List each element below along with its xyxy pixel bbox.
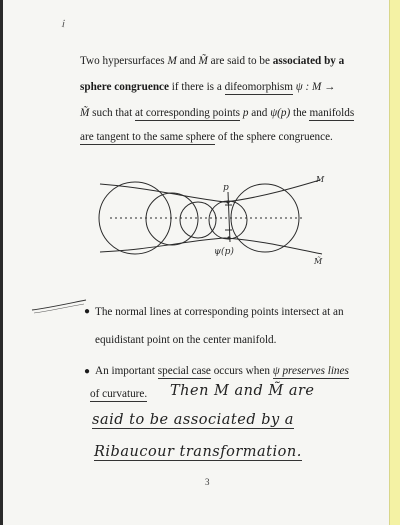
- bullet-dot: ●: [84, 366, 91, 377]
- handwritten-line2: [92, 412, 294, 428]
- underlined-term: ψ preserves lines: [272, 365, 349, 377]
- paragraph1-line2: [80, 80, 335, 94]
- text: are said to be: [207, 55, 273, 67]
- underlined-term: at corresponding points: [135, 107, 241, 119]
- math-p: p: [240, 107, 249, 119]
- underlined-term: difeomorphism: [224, 81, 293, 93]
- point-psi-dot: [227, 236, 230, 239]
- handwritten-text: Ribaucour transformation.: [94, 444, 302, 460]
- paragraph1-line1: [80, 54, 344, 68]
- math-map: ψ : M →: [292, 81, 336, 93]
- text: if there is a: [168, 81, 225, 93]
- sphere-4: [209, 201, 247, 239]
- bold-term: sphere congruence: [80, 81, 169, 93]
- underlined-term: special case: [157, 365, 211, 377]
- label-psi-p: ψ(p): [214, 247, 234, 257]
- label-M: M: [316, 175, 325, 184]
- paragraph1-line3: [80, 106, 354, 120]
- bullet1-line1: The normal lines at corresponding points intersect at an: [95, 306, 344, 318]
- bullet2-line1: [95, 364, 349, 378]
- bullet1-line2: equidistant point on the center manifold.: [95, 334, 277, 346]
- normal-line: [228, 192, 230, 242]
- math-M: M: [167, 55, 177, 67]
- math-M-tilde: M̃: [198, 55, 208, 67]
- handwritten-line1: Then M and M̃ are: [170, 383, 315, 399]
- handwritten-text: said to be associated by a: [92, 412, 294, 428]
- point-p-dot: [226, 200, 229, 203]
- sphere-congruence-figure: [90, 170, 370, 270]
- text: such that: [89, 107, 136, 119]
- paragraph1-line4: [80, 130, 333, 144]
- bullet2-line2: [90, 387, 147, 401]
- math-M-tilde: M̃: [80, 107, 90, 119]
- upper-envelope-curve: [100, 180, 320, 202]
- text: and: [248, 107, 271, 119]
- scan-left-edge: [0, 0, 3, 525]
- text: and: [176, 55, 199, 67]
- text: occurs when: [210, 365, 273, 377]
- underlined-term: are tangent to the same sphere: [80, 131, 216, 143]
- label-M-tilde: M̃: [314, 257, 323, 266]
- lower-envelope-curve: [100, 238, 322, 254]
- math-psi-p: ψ(p): [270, 107, 291, 119]
- text: Two hypersurfaces: [80, 55, 168, 67]
- highlighter-strip: [390, 0, 400, 525]
- text: of the sphere congruence.: [215, 131, 333, 143]
- underlined-term: of curvature.: [90, 388, 148, 400]
- text: An important: [95, 365, 158, 377]
- corner-pen-mark: i: [60, 17, 67, 31]
- text: the: [290, 107, 310, 119]
- bold-term: associated by a: [272, 55, 345, 67]
- handwritten-line3: [94, 444, 302, 460]
- label-p: p: [223, 183, 229, 193]
- bullet-dot: ●: [84, 306, 91, 317]
- page-number: 3: [205, 477, 210, 487]
- sphere-2: [146, 193, 198, 245]
- pen-stroke-mark: [30, 296, 90, 316]
- underlined-term: manifolds: [309, 107, 355, 119]
